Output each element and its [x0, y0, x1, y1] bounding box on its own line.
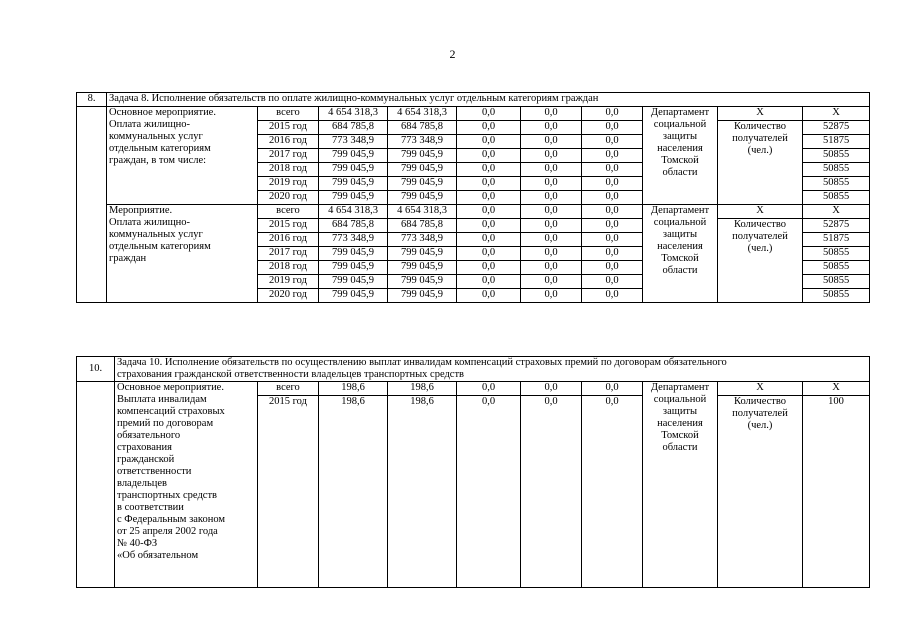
executor-line: защиты [662, 406, 698, 417]
indicator-value: X [803, 107, 870, 121]
measure-name-line: граждан [109, 253, 147, 264]
amount-cell: 0,0 [582, 233, 643, 247]
amount-cell: 0,0 [582, 191, 643, 205]
amount-cell: 198,6 [388, 382, 457, 396]
amount-cell: 0,0 [521, 107, 582, 121]
indicator-line: получателей [732, 231, 788, 242]
measure-name [107, 107, 258, 205]
executor-line: защиты [662, 229, 698, 240]
period-cell: всего [258, 382, 319, 396]
amount-cell: 0,0 [582, 289, 643, 303]
indicator-name [718, 219, 803, 303]
indicator-x: X [718, 107, 803, 121]
indicator-x: X [718, 205, 803, 219]
indicator-value: 50855 [803, 261, 870, 275]
amount-cell: 773 348,9 [388, 135, 457, 149]
period-cell: 2018 год [258, 163, 319, 177]
executor-line: области [662, 167, 698, 178]
amount-cell: 0,0 [582, 219, 643, 233]
amount-cell: 0,0 [521, 191, 582, 205]
measure-name-line: Оплата жилищно- [109, 119, 191, 130]
measure-name-line: коммунальных услуг [109, 131, 203, 142]
measure-name-line: коммунальных услуг [109, 229, 203, 240]
period-cell: 2015 год [258, 219, 319, 233]
executor-line: Департамент [650, 382, 710, 393]
measure-name-line: Основное мероприятие. [117, 382, 224, 393]
measure-name [107, 205, 258, 303]
amount-cell: 0,0 [457, 396, 521, 588]
amount-cell: 0,0 [582, 107, 643, 121]
measure-name-line: Мероприятие. [109, 205, 173, 216]
measure-name-line: Основное мероприятие. [109, 107, 216, 118]
amount-cell: 799 045,9 [388, 275, 457, 289]
amount-cell: 4 654 318,3 [319, 107, 388, 121]
amount-cell: 773 348,9 [319, 233, 388, 247]
amount-cell: 0,0 [521, 149, 582, 163]
amount-cell: 0,0 [521, 121, 582, 135]
amount-cell: 773 348,9 [319, 135, 388, 149]
executor-line: Департамент [650, 205, 710, 216]
amount-cell: 0,0 [457, 382, 521, 396]
indicator-line: Количество [733, 121, 787, 132]
amount-cell: 0,0 [457, 219, 521, 233]
executor-line: защиты [662, 131, 698, 142]
amount-cell: 799 045,9 [319, 289, 388, 303]
amount-cell: 799 045,9 [388, 177, 457, 191]
amount-cell: 4 654 318,3 [319, 205, 388, 219]
period-cell: 2019 год [258, 177, 319, 191]
table-row [77, 382, 870, 396]
amount-cell: 0,0 [457, 191, 521, 205]
amount-cell: 799 045,9 [319, 191, 388, 205]
period-cell: 2015 год [258, 121, 319, 135]
amount-cell: 799 045,9 [388, 247, 457, 261]
indicator-value: 50855 [803, 275, 870, 289]
indicator-line: Количество [733, 396, 787, 407]
task-number: 10. [77, 357, 115, 382]
indicator-line: (чел.) [747, 243, 773, 254]
amount-cell: 0,0 [457, 149, 521, 163]
measure-name-line: премий по договорам [117, 418, 214, 429]
indicator-value: 100 [803, 396, 870, 588]
amount-cell: 0,0 [521, 163, 582, 177]
amount-cell: 773 348,9 [388, 233, 457, 247]
measure-name-line: страхования [117, 442, 172, 453]
amount-cell: 0,0 [457, 205, 521, 219]
task-title-line: Задача 10. Исполнение обязательств по осуществлению выплат инвалидам компенсаций страховых премий по договорам обязательного [117, 357, 727, 368]
executor-line: социальной [653, 119, 707, 130]
amount-cell: 0,0 [582, 205, 643, 219]
amount-cell: 799 045,9 [319, 261, 388, 275]
indicator-value: 50855 [803, 163, 870, 177]
task-number: 8. [77, 93, 107, 107]
executor-line: социальной [653, 394, 707, 405]
indicator-value: X [803, 205, 870, 219]
amount-cell: 0,0 [582, 382, 643, 396]
measure-name-line: с Федеральным законом [117, 514, 226, 525]
executor [643, 382, 718, 588]
amount-cell: 4 654 318,3 [388, 205, 457, 219]
indicator-value: X [803, 382, 870, 396]
amount-cell: 0,0 [521, 233, 582, 247]
measure-name-line: владельцев [117, 478, 167, 489]
indicator-value: 50855 [803, 247, 870, 261]
amount-cell: 0,0 [521, 135, 582, 149]
period-cell: 2016 год [258, 233, 319, 247]
amount-cell: 799 045,9 [319, 247, 388, 261]
executor [643, 205, 718, 303]
task-10-table [76, 356, 870, 588]
table-row [77, 107, 870, 121]
amount-cell: 0,0 [582, 177, 643, 191]
indicator-value: 51875 [803, 135, 870, 149]
amount-cell: 0,0 [457, 135, 521, 149]
task-title-line: страхования гражданской ответственности владельцев транспортных средств [117, 369, 465, 380]
period-cell: 2016 год [258, 135, 319, 149]
amount-cell: 0,0 [582, 163, 643, 177]
measure-name-line: отдельным категориям [109, 241, 211, 252]
amount-cell: 799 045,9 [319, 275, 388, 289]
amount-cell: 0,0 [521, 247, 582, 261]
amount-cell: 799 045,9 [388, 163, 457, 177]
measure-name-line: компенсаций страховых [117, 406, 225, 417]
amount-cell: 0,0 [521, 177, 582, 191]
amount-cell: 4 654 318,3 [388, 107, 457, 121]
period-cell: 2020 год [258, 289, 319, 303]
executor-line: Томской [661, 155, 699, 166]
indicator-value: 52875 [803, 121, 870, 135]
executor-line: населения [657, 241, 703, 252]
amount-cell: 684 785,8 [319, 219, 388, 233]
indicator-value: 50855 [803, 289, 870, 303]
amount-cell: 0,0 [457, 121, 521, 135]
amount-cell: 0,0 [521, 275, 582, 289]
executor-line: Департамент [650, 107, 710, 118]
measure-name [115, 382, 258, 588]
indicator-line: Количество [733, 219, 787, 230]
task-number-spacer [77, 382, 115, 588]
amount-cell: 198,6 [319, 382, 388, 396]
amount-cell: 0,0 [457, 177, 521, 191]
indicator-value: 52875 [803, 219, 870, 233]
amount-cell: 0,0 [582, 247, 643, 261]
measure-name-line: гражданской [117, 454, 175, 465]
task-8-table [76, 92, 870, 303]
amount-cell: 0,0 [457, 233, 521, 247]
period-cell: 2017 год [258, 149, 319, 163]
measure-name-line: в соответствии [117, 502, 184, 513]
measure-name-line: транспортных средств [117, 490, 218, 501]
measure-name-line: граждан, в том числе: [109, 155, 207, 166]
task-title-row [77, 357, 870, 382]
executor-line: области [662, 265, 698, 276]
measure-name-line: ответственности [117, 466, 192, 477]
amount-cell: 0,0 [582, 149, 643, 163]
amount-cell: 0,0 [582, 275, 643, 289]
indicator-value: 50855 [803, 191, 870, 205]
indicator-line: (чел.) [747, 145, 773, 156]
task-title [115, 357, 870, 382]
measure-name-line: обязательного [117, 430, 181, 441]
amount-cell: 684 785,8 [388, 219, 457, 233]
measure-name-line: от 25 апреля 2002 года [117, 526, 218, 537]
amount-cell: 0,0 [457, 107, 521, 121]
amount-cell: 198,6 [319, 396, 388, 588]
amount-cell: 0,0 [457, 247, 521, 261]
indicator-name [718, 396, 803, 588]
period-cell: 2015 год [258, 396, 319, 588]
amount-cell: 0,0 [521, 396, 582, 588]
amount-cell: 799 045,9 [388, 191, 457, 205]
measure-name-line: Выплата инвалидам [117, 394, 207, 405]
period-cell: 2019 год [258, 275, 319, 289]
executor-line: области [662, 442, 698, 453]
measure-name-line: «Об обязательном [117, 550, 199, 561]
amount-cell: 0,0 [457, 261, 521, 275]
indicator-line: (чел.) [747, 420, 773, 431]
indicator-value: 50855 [803, 149, 870, 163]
period-cell: 2020 год [258, 191, 319, 205]
indicator-line: получателей [732, 408, 788, 419]
amount-cell: 799 045,9 [319, 177, 388, 191]
amount-cell: 0,0 [521, 382, 582, 396]
amount-cell: 799 045,9 [388, 261, 457, 275]
measure-name-line: Оплата жилищно- [109, 217, 191, 228]
period-cell: 2017 год [258, 247, 319, 261]
period-cell: всего [258, 107, 319, 121]
table-row [77, 205, 870, 219]
executor-line: социальной [653, 217, 707, 228]
amount-cell: 198,6 [388, 396, 457, 588]
amount-cell: 0,0 [582, 261, 643, 275]
amount-cell: 0,0 [521, 219, 582, 233]
task-title-row [77, 93, 870, 107]
amount-cell: 684 785,8 [388, 121, 457, 135]
indicator-value: 51875 [803, 233, 870, 247]
period-cell: всего [258, 205, 319, 219]
amount-cell: 0,0 [457, 275, 521, 289]
measure-name-line: отдельным категориям [109, 143, 211, 154]
indicator-x: X [718, 382, 803, 396]
amount-cell: 0,0 [521, 289, 582, 303]
indicator-line: получателей [732, 133, 788, 144]
executor-line: населения [657, 418, 703, 429]
period-cell: 2018 год [258, 261, 319, 275]
amount-cell: 0,0 [582, 396, 643, 588]
amount-cell: 799 045,9 [319, 163, 388, 177]
amount-cell: 684 785,8 [319, 121, 388, 135]
amount-cell: 0,0 [457, 289, 521, 303]
amount-cell: 0,0 [521, 205, 582, 219]
amount-cell: 799 045,9 [388, 149, 457, 163]
amount-cell: 799 045,9 [388, 289, 457, 303]
executor-line: Томской [661, 430, 699, 441]
executor [643, 107, 718, 205]
executor-line: Томской [661, 253, 699, 264]
page-number: 2 [449, 47, 456, 61]
indicator-name [718, 121, 803, 205]
task-number-spacer [77, 107, 107, 303]
amount-cell: 0,0 [457, 163, 521, 177]
amount-cell: 799 045,9 [319, 149, 388, 163]
amount-cell: 0,0 [521, 261, 582, 275]
amount-cell: 0,0 [582, 121, 643, 135]
executor-line: населения [657, 143, 703, 154]
measure-name-line: № 40-ФЗ [117, 538, 158, 549]
indicator-value: 50855 [803, 177, 870, 191]
amount-cell: 0,0 [582, 135, 643, 149]
task-title: Задача 8. Исполнение обязательств по оплате жилищно-коммунальных услуг отдельным категориям граждан [107, 93, 870, 107]
